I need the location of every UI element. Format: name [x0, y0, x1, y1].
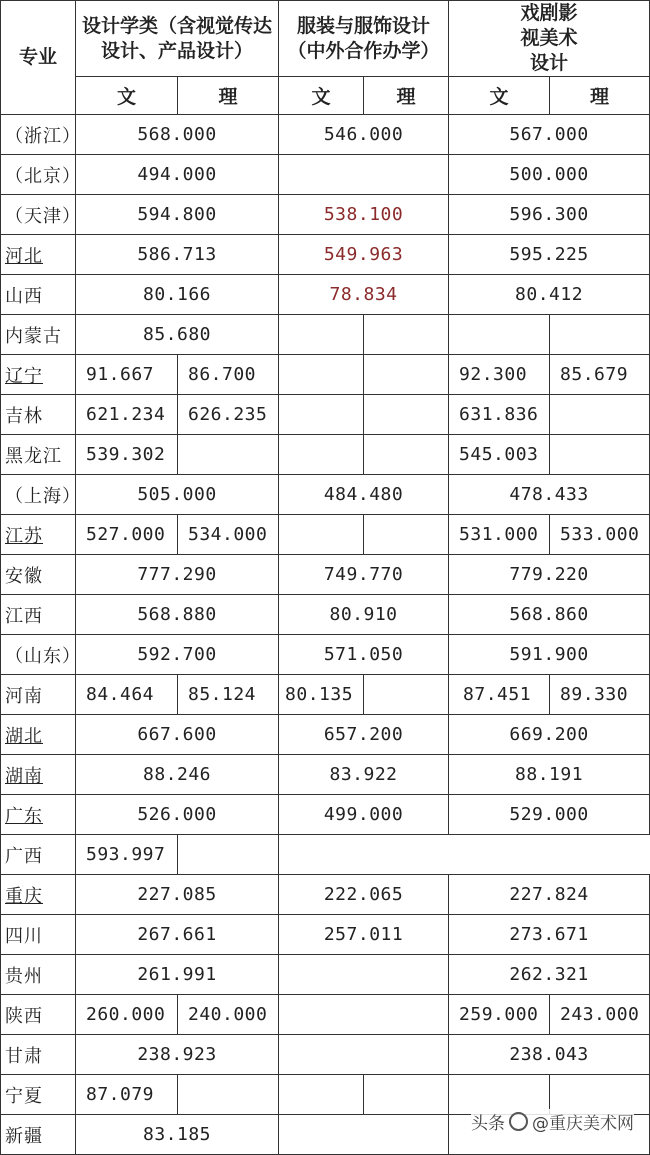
design-score: 83.185 [76, 1115, 279, 1155]
province-cell [1, 875, 76, 915]
drama-major-header: 戏剧影视美术设计 [449, 1, 650, 77]
drama-wen-score: 87.451 [449, 675, 550, 715]
design-score: 667.600 [76, 715, 279, 755]
drama-score: 669.200 [449, 715, 650, 755]
drama-li-score [550, 395, 650, 435]
province-cell: 安徽 [1, 555, 76, 595]
table-row [1, 755, 650, 795]
toutiao-prefix: 头条 [471, 1114, 505, 1134]
fashion-li-score [364, 515, 449, 555]
design-score: 594.800 [76, 195, 279, 235]
fashion-score: 222.065 [279, 875, 449, 915]
fashion-wen-score: 80.135 [279, 675, 364, 715]
fashion-score: 83.922 [279, 755, 449, 795]
fashion-score [279, 155, 449, 195]
table-row [1, 395, 650, 435]
table-row [1, 915, 650, 955]
fashion-li-header: 理 [364, 77, 449, 115]
drama-score: 500.000 [449, 155, 650, 195]
design-major-header: 设计学类（含视觉传达设计、产品设计） [76, 1, 279, 77]
design-wen-score: 621.234 [76, 395, 178, 435]
fashion-score: 546.000 [279, 115, 449, 155]
table-row [1, 995, 650, 1035]
province-cell [1, 355, 76, 395]
province-cell [1, 755, 76, 795]
design-wen-score: 91.667 [76, 355, 178, 395]
province-cell: 江西 [1, 595, 76, 635]
design-score: 592.700 [76, 635, 279, 675]
fashion-score [279, 955, 449, 995]
fashion-score: 80.910 [279, 595, 449, 635]
province-cell: 河南 [1, 675, 76, 715]
table-row [1, 795, 650, 835]
design-score: 586.713 [76, 235, 279, 275]
province-cell: 四川 [1, 915, 76, 955]
drama-wen-score: 92.300 [449, 355, 550, 395]
table-row [1, 1035, 650, 1075]
province-cell: （浙江） [1, 115, 76, 155]
table-row [1, 595, 650, 635]
province-cell: （北京） [1, 155, 76, 195]
design-score: 238.923 [76, 1035, 279, 1075]
design-score: 261.991 [76, 955, 279, 995]
drama-wen-header: 文 [449, 77, 550, 115]
design-score: 526.000 [76, 795, 279, 835]
design-li-score: 86.700 [178, 355, 279, 395]
fashion-score: 257.011 [279, 915, 449, 955]
province-cell: 黑龙江 [1, 435, 76, 475]
province-link[interactable]: 广东 [5, 805, 43, 827]
design-wen-score: 593.997 [76, 835, 178, 875]
fashion-wen-header: 文 [279, 77, 364, 115]
design-li-score [178, 835, 279, 875]
fashion-score: 549.963 [279, 235, 449, 275]
table-row [1, 235, 650, 275]
drama-score: 262.321 [449, 955, 650, 995]
design-li-score [178, 435, 279, 475]
design-score: 227.085 [76, 875, 279, 915]
table-row [1, 635, 650, 675]
fashion-wen-score [279, 395, 364, 435]
fashion-li-score [364, 315, 449, 355]
province-cell: 甘肃 [1, 1035, 76, 1075]
design-li-score: 85.124 [178, 675, 279, 715]
province-cell: 吉林 [1, 395, 76, 435]
table-row [1, 315, 650, 355]
design-li-score [178, 1075, 279, 1115]
fashion-wen-score [279, 515, 364, 555]
design-score: 494.000 [76, 155, 279, 195]
table-row [1, 155, 650, 195]
watermark-text: @重庆美术网 [532, 1114, 634, 1134]
province-cell: 山西 [1, 275, 76, 315]
design-li-header: 理 [178, 77, 279, 115]
drama-score: 595.225 [449, 235, 650, 275]
province-cell: （山东） [1, 635, 76, 675]
design-score: 88.246 [76, 755, 279, 795]
drama-li-score: 85.679 [550, 355, 650, 395]
design-wen-score: 539.302 [76, 435, 178, 475]
drama-score: 529.000 [449, 795, 650, 835]
province-cell [1, 515, 76, 555]
table-row [1, 675, 650, 715]
table-row [1, 515, 650, 555]
table-row [1, 835, 650, 875]
design-wen-header: 文 [76, 77, 178, 115]
fashion-li-score [364, 675, 449, 715]
table-row [1, 875, 650, 915]
province-cell: 内蒙古 [1, 315, 76, 355]
fashion-score: 749.770 [279, 555, 449, 595]
drama-score: 478.433 [449, 475, 650, 515]
province-cell: （天津） [1, 195, 76, 235]
design-wen-score: 87.079 [76, 1075, 178, 1115]
drama-score: 568.860 [449, 595, 650, 635]
table-row [1, 355, 650, 395]
drama-score: 227.824 [449, 875, 650, 915]
province-cell: （上海） [1, 475, 76, 515]
drama-li-header: 理 [550, 77, 650, 115]
province-cell [1, 715, 76, 755]
drama-wen-score [449, 315, 550, 355]
drama-wen-score: 531.000 [449, 515, 550, 555]
fashion-li-score [364, 1075, 449, 1115]
major-header: 专业 [1, 1, 76, 115]
drama-score: 273.671 [449, 915, 650, 955]
drama-score: 88.191 [449, 755, 650, 795]
table-row [1, 115, 650, 155]
design-wen-score: 84.464 [76, 675, 178, 715]
province-cell: 贵州 [1, 955, 76, 995]
table-row [1, 475, 650, 515]
fashion-score: 484.480 [279, 475, 449, 515]
fashion-score: 657.200 [279, 715, 449, 755]
design-li-score: 626.235 [178, 395, 279, 435]
design-score: 267.661 [76, 915, 279, 955]
design-score: 505.000 [76, 475, 279, 515]
province-link[interactable]: 湖北 [5, 725, 43, 747]
design-li-score: 240.000 [178, 995, 279, 1035]
design-score: 568.000 [76, 115, 279, 155]
design-score: 80.166 [76, 275, 279, 315]
fashion-wen-score [279, 435, 364, 475]
drama-li-score [550, 435, 650, 475]
fashion-score [279, 995, 449, 1035]
table-row [1, 955, 650, 995]
design-wen-score: 260.000 [76, 995, 178, 1035]
empty-cell [279, 835, 650, 875]
province-link[interactable]: 辽宁 [5, 365, 43, 387]
province-link[interactable]: 重庆 [5, 885, 43, 907]
table-row [1, 555, 650, 595]
province-link[interactable]: 河北 [5, 245, 43, 267]
design-score: 85.680 [76, 315, 279, 355]
province-cell: 宁夏 [1, 1075, 76, 1115]
table-row [1, 195, 650, 235]
drama-score: 238.043 [449, 1035, 650, 1075]
drama-score: 596.300 [449, 195, 650, 235]
province-cell [1, 795, 76, 835]
fashion-li-score [364, 435, 449, 475]
fashion-score: 571.050 [279, 635, 449, 675]
drama-wen-score: 545.003 [449, 435, 550, 475]
fashion-wen-score [279, 1075, 364, 1115]
fashion-li-score [364, 355, 449, 395]
province-cell [1, 235, 76, 275]
fashion-score: 499.000 [279, 795, 449, 835]
province-link[interactable]: 江苏 [5, 525, 43, 547]
fashion-li-score [364, 395, 449, 435]
table-row [1, 275, 650, 315]
drama-wen-score: 259.000 [449, 995, 550, 1035]
design-wen-score: 527.000 [76, 515, 178, 555]
drama-li-score: 243.000 [550, 995, 650, 1035]
drama-score: 567.000 [449, 115, 650, 155]
design-li-score: 534.000 [178, 515, 279, 555]
drama-li-score: 533.000 [550, 515, 650, 555]
fashion-score: 538.100 [279, 195, 449, 235]
at-logo-icon [509, 1112, 528, 1131]
fashion-wen-score [279, 315, 364, 355]
fashion-score [279, 1115, 449, 1155]
drama-score: 779.220 [449, 555, 650, 595]
fashion-score [279, 1035, 449, 1075]
fashion-major-header: 服装与服饰设计（中外合作办学） [279, 1, 449, 77]
drama-li-score: 89.330 [550, 675, 650, 715]
design-score: 568.880 [76, 595, 279, 635]
table-row [1, 435, 650, 475]
watermark [471, 1109, 634, 1134]
drama-score: 80.412 [449, 275, 650, 315]
fashion-wen-score [279, 355, 364, 395]
fashion-score: 78.834 [279, 275, 449, 315]
province-cell: 新疆 [1, 1115, 76, 1155]
province-cell: 广西 [1, 835, 76, 875]
design-score: 777.290 [76, 555, 279, 595]
province-link[interactable]: 湖南 [5, 765, 43, 787]
province-cell: 陕西 [1, 995, 76, 1035]
drama-li-score [550, 315, 650, 355]
drama-wen-score: 631.836 [449, 395, 550, 435]
table-row [1, 715, 650, 755]
drama-score: 591.900 [449, 635, 650, 675]
